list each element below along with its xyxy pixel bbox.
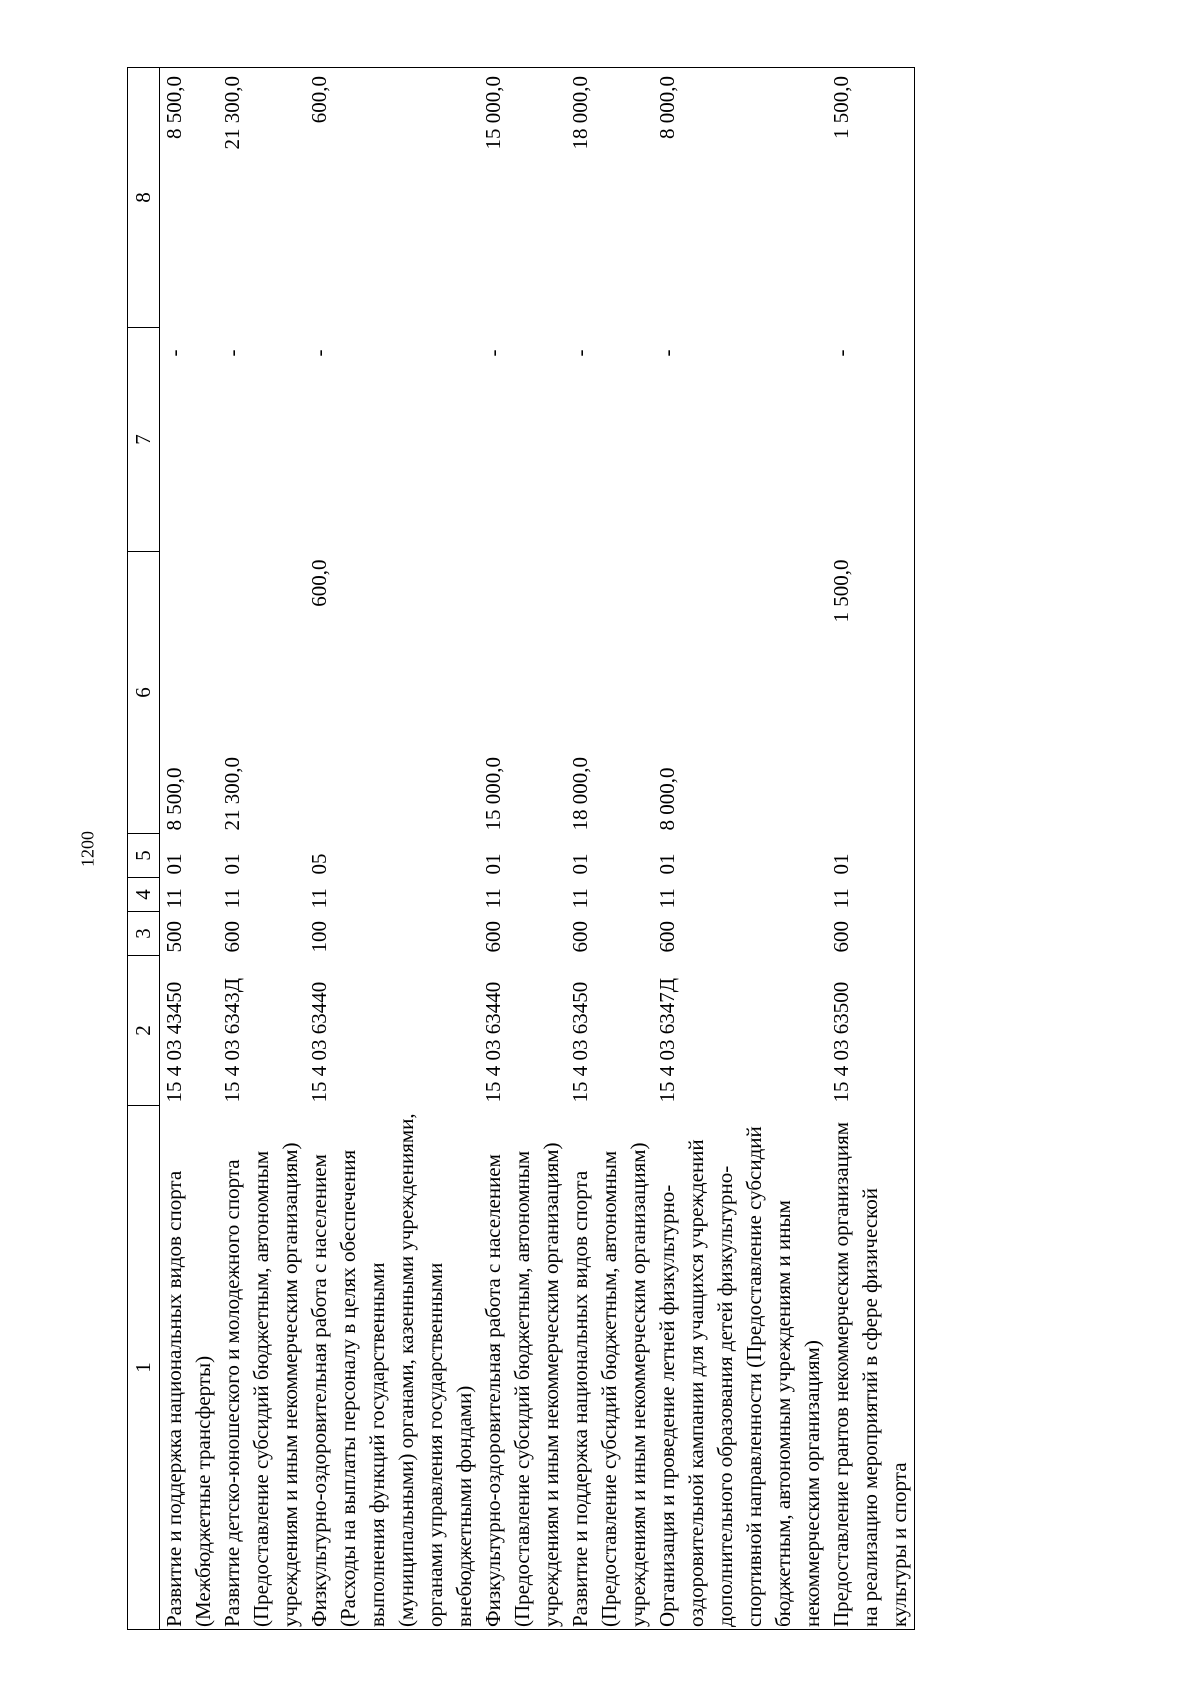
subsection-code: 01 bbox=[655, 853, 679, 875]
expense-name: Развитие детско-юношеского и молодежного спорта (Предоставление субсидий бюджетным, автономным учреждениям и иным некоммерческим организациям) bbox=[218, 1106, 305, 1630]
expense-type: 600 bbox=[481, 921, 505, 953]
column-7-value: - bbox=[655, 349, 679, 357]
expense-type: 600 bbox=[220, 921, 244, 953]
expense-name: Физкультурно-оздоровительная работа с населением (Расходы на выплаты персоналу в целях обеспечения выполнения функций государственными (муниципальными) органами, казенными учреждениями, органами управления государственными внебюджетными фондами) bbox=[305, 1106, 479, 1630]
column-8-value: 18 000,0 bbox=[566, 68, 653, 328]
total-amount: 15 000,0 bbox=[481, 757, 505, 831]
expense-name: Организация и проведение летней физкультурно-оздоровительной кампании для учащихся учреждений дополнительного образования детей физкультурно-спортивной направленности (Предоставление субсидий бюджетным, автономным учреждениям и иным некоммерческим организациям) bbox=[653, 1106, 827, 1630]
target-code: 15 4 03 63450 bbox=[568, 981, 592, 1103]
total-amount: 18 000,0 bbox=[568, 757, 592, 831]
section-code: 11 bbox=[162, 888, 186, 909]
section-code: 11 bbox=[655, 888, 679, 909]
column-8-value: 15 000,0 bbox=[479, 68, 566, 328]
section-code: 11 bbox=[568, 888, 592, 909]
budget-table bbox=[127, 67, 915, 1630]
column-header-6: 6 bbox=[128, 552, 160, 834]
section-code: 11 bbox=[481, 888, 505, 909]
expense-name: Физкультурно-оздоровительная работа с населением (Предоставление субсидий бюджетным, автономным учреждениям и иным некоммерческим организациям) bbox=[479, 1106, 566, 1630]
column-8-value: 1 500,0 bbox=[827, 68, 915, 328]
table-row bbox=[827, 68, 915, 1630]
target-code: 15 4 03 63440 bbox=[307, 981, 331, 1103]
column-7-value: - bbox=[162, 349, 186, 357]
target-code: 15 4 03 63440 bbox=[481, 981, 505, 1103]
expense-name: Развитие и поддержка национальных видов спорта (Межбюджетные трансферты) bbox=[160, 1106, 219, 1630]
subsection-code: 01 bbox=[568, 853, 592, 875]
table-row bbox=[160, 68, 219, 1630]
total-amount: 8 000,0 bbox=[655, 767, 679, 831]
table-row bbox=[218, 68, 305, 1630]
column-header-2: 2 bbox=[128, 956, 160, 1106]
column-7-value: - bbox=[827, 328, 915, 552]
table-row bbox=[305, 68, 479, 1630]
column-header-7: 7 bbox=[128, 328, 160, 552]
target-code: 15 4 03 6343Д bbox=[220, 977, 244, 1103]
column-8-value: 8 000,0 bbox=[653, 68, 827, 328]
expense-type: 600 bbox=[655, 921, 679, 953]
column-8-value: 600,0 bbox=[305, 68, 479, 328]
expense-type: 100 bbox=[307, 921, 331, 953]
total-amount: 8 500,0 bbox=[162, 767, 186, 831]
target-code: 15 4 03 63500 bbox=[827, 956, 915, 1106]
subsection-code: 01 bbox=[481, 853, 505, 875]
column-8-value: 21 300,0 bbox=[218, 68, 305, 328]
expense-type: 600 bbox=[827, 912, 915, 956]
column-header-5: 5 bbox=[128, 834, 160, 878]
column-7-value: - bbox=[307, 349, 331, 357]
subsection-code: 01 bbox=[827, 834, 915, 878]
column-header-8: 8 bbox=[128, 68, 160, 328]
subsection-code: 01 bbox=[220, 853, 244, 875]
budget-table-container bbox=[127, 68, 1177, 1630]
expense-type: 600 bbox=[568, 921, 592, 953]
expense-name: Предоставление грантов некоммерческим организациям на реализацию мероприятий в сфере физической культуры и спорта bbox=[827, 1106, 915, 1630]
total-amount: 21 300,0 bbox=[220, 757, 244, 831]
column-7-value: - bbox=[568, 349, 592, 357]
page-number: 1200 bbox=[77, 831, 98, 867]
table-row bbox=[653, 68, 827, 1630]
total-amount: 1 500,0 bbox=[827, 552, 915, 834]
section-code: 11 bbox=[307, 888, 331, 909]
column-header-4: 4 bbox=[128, 878, 160, 912]
column-7-value: - bbox=[220, 349, 244, 357]
expense-name: Развитие и поддержка национальных видов спорта (Предоставление субсидий бюджетным, автономным учреждениям и иным некоммерческим организациям) bbox=[566, 1106, 653, 1630]
subsection-code: 05 bbox=[307, 853, 331, 875]
total-amount: 600,0 bbox=[307, 559, 331, 607]
target-code: 15 4 03 43450 bbox=[162, 981, 186, 1103]
expense-type: 500 bbox=[162, 921, 186, 953]
table-row bbox=[566, 68, 653, 1630]
column-8-value: 8 500,0 bbox=[160, 68, 219, 328]
subsection-code: 01 bbox=[162, 853, 186, 875]
table-row bbox=[479, 68, 566, 1630]
column-7-value: - bbox=[481, 349, 505, 357]
header-row bbox=[128, 68, 160, 1630]
section-code: 11 bbox=[827, 878, 915, 912]
column-header-1: 1 bbox=[128, 1106, 160, 1630]
column-header-3: 3 bbox=[128, 912, 160, 956]
section-code: 11 bbox=[220, 888, 244, 909]
target-code: 15 4 03 6347Д bbox=[655, 977, 679, 1103]
